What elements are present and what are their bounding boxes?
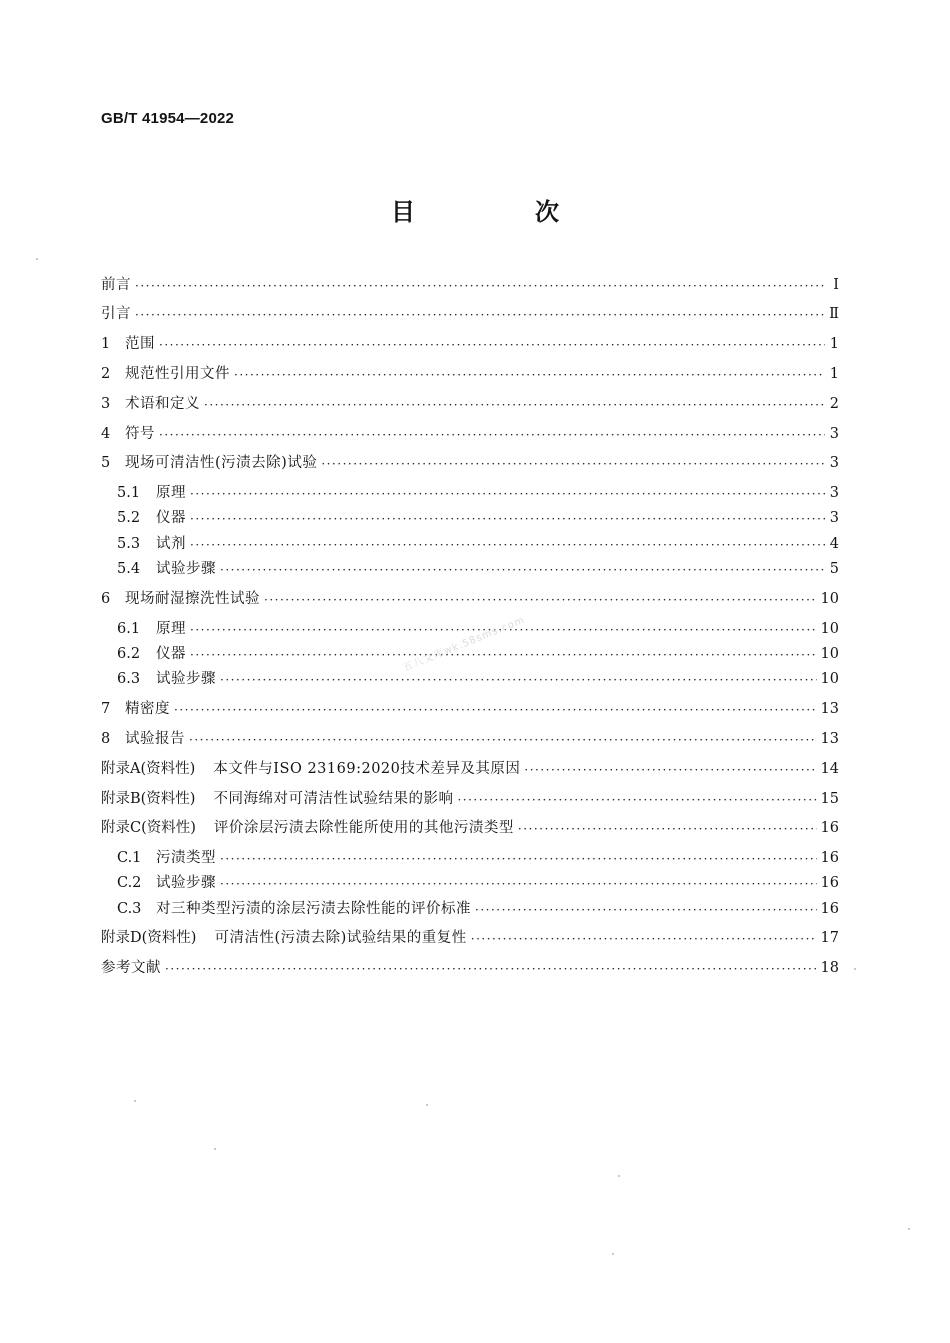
toc-entry-page: 10 <box>820 621 839 637</box>
toc-entry[interactable] <box>101 816 839 838</box>
toc-entry-label: 仪器 <box>156 510 186 526</box>
toc-entry[interactable] <box>117 557 839 579</box>
toc-entry[interactable] <box>101 727 839 749</box>
toc-entry-label: 术语和定义 <box>125 396 200 412</box>
toc-entry[interactable] <box>117 871 839 893</box>
toc-entry-number: C.3 <box>117 901 142 917</box>
toc-entry-label: 仪器 <box>156 646 186 662</box>
toc-entry-number: 8 <box>101 731 111 747</box>
toc-entry-page: 17 <box>820 930 839 946</box>
toc-dot-leader <box>475 901 817 919</box>
toc-dot-leader <box>135 277 825 295</box>
toc-entry[interactable] <box>101 451 839 473</box>
toc-dot-leader <box>264 591 817 609</box>
toc-dot-leader <box>135 306 825 324</box>
toc-dot-leader <box>321 455 825 473</box>
toc-entry-number: 2 <box>101 366 111 382</box>
toc-entry-number: 1 <box>101 336 111 352</box>
toc-entry[interactable] <box>117 897 839 919</box>
toc-entry-label: 试验步骤 <box>156 875 216 891</box>
toc-dot-leader <box>165 960 817 978</box>
toc-entry[interactable] <box>101 422 839 444</box>
toc-entry-page: 13 <box>820 701 839 717</box>
toc-entry-number: 5.2 <box>117 510 141 526</box>
scan-speck <box>134 1100 136 1102</box>
toc-entry-page: 5 <box>829 561 839 577</box>
toc-entry-page: 10 <box>820 646 839 662</box>
scan-speck <box>214 1148 216 1150</box>
toc-entry-page: 15 <box>820 791 839 807</box>
toc-entry-page: 16 <box>820 820 839 836</box>
scan-speck <box>36 258 38 260</box>
toc-entry-label: 试剂 <box>156 536 186 552</box>
toc-entry[interactable] <box>101 273 839 295</box>
toc-dot-leader <box>220 561 825 579</box>
toc-entry[interactable] <box>101 587 839 609</box>
toc-entry[interactable] <box>117 642 839 664</box>
toc-entry-label: 原理 <box>156 621 186 637</box>
toc-entry-number: 6.2 <box>117 646 141 662</box>
toc-dot-leader <box>234 366 825 384</box>
toc-entry-page: 18 <box>820 960 839 976</box>
toc-entry[interactable] <box>117 506 839 528</box>
toc-entry-label: 可清洁性(污渍去除)试验结果的重复性 <box>214 930 467 946</box>
toc-entry-number: 6 <box>101 591 111 607</box>
toc-entry-label: 参考文献 <box>101 960 161 976</box>
toc-dot-leader <box>524 761 816 779</box>
toc-entry-page: 3 <box>829 455 839 471</box>
scan-speck <box>612 1253 614 1255</box>
toc-entry[interactable] <box>101 787 839 809</box>
toc-entry-label: 引言 <box>101 306 131 322</box>
table-of-contents <box>101 0 839 1343</box>
scan-speck <box>618 1175 620 1177</box>
toc-dot-leader <box>190 536 825 554</box>
toc-entry-page: 3 <box>829 426 839 442</box>
scan-speck <box>426 1104 428 1106</box>
toc-entry-label: 现场可清洁性(污渍去除)试验 <box>125 455 318 471</box>
toc-entry-number: C.2 <box>117 875 142 891</box>
toc-entry-label: 现场耐湿擦洗性试验 <box>125 591 260 607</box>
toc-entry-label: 污渍类型 <box>156 850 216 866</box>
toc-dot-leader <box>159 426 825 444</box>
scan-speck <box>854 968 856 970</box>
toc-dot-leader <box>471 930 817 948</box>
toc-entry-label: 精密度 <box>125 701 170 717</box>
toc-entry-number: 附录C(资料性) <box>101 820 196 836</box>
toc-entry-number: 6.1 <box>117 621 141 637</box>
toc-entry-label: 对三种类型污渍的涂层污渍去除性能的评价标准 <box>156 901 471 917</box>
scan-speck <box>908 1228 910 1230</box>
toc-entry[interactable] <box>101 392 839 414</box>
toc-entry-label: 规范性引用文件 <box>125 366 230 382</box>
toc-entry[interactable] <box>101 697 839 719</box>
toc-dot-leader <box>174 701 817 719</box>
standard-number: GB/T 41954—2022 <box>101 110 235 127</box>
toc-entry[interactable] <box>101 332 839 354</box>
toc-dot-leader <box>159 336 825 354</box>
toc-dot-leader <box>457 791 816 809</box>
toc-dot-leader <box>190 510 825 528</box>
toc-entry[interactable] <box>101 757 839 779</box>
toc-entry-page: 14 <box>820 761 839 777</box>
toc-dot-leader <box>190 646 817 664</box>
toc-entry-page: 16 <box>820 850 839 866</box>
toc-entry-page: 4 <box>829 536 839 552</box>
toc-entry-label: 前言 <box>101 277 131 293</box>
toc-entry-number: 附录D(资料性) <box>101 930 197 946</box>
toc-title: 目 次 <box>391 198 607 226</box>
toc-dot-leader <box>518 820 817 838</box>
toc-entry-page: 3 <box>829 510 839 526</box>
toc-entry-number: 5.1 <box>117 485 141 501</box>
toc-entry-page: 13 <box>820 731 839 747</box>
toc-dot-leader <box>220 875 817 893</box>
toc-entry-page: 16 <box>820 901 839 917</box>
toc-entry-number: 3 <box>101 396 111 412</box>
toc-entry-label: 试验报告 <box>125 731 185 747</box>
toc-entry-page: 10 <box>820 591 839 607</box>
toc-entry-number: 7 <box>101 701 111 717</box>
toc-dot-leader <box>204 396 825 414</box>
toc-entry[interactable] <box>117 846 839 868</box>
toc-dot-leader <box>189 731 817 749</box>
toc-entry-label: 本文件与ISO 23169:2020技术差异及其原因 <box>213 761 521 777</box>
toc-entry-page: 16 <box>820 875 839 891</box>
toc-entry-number: C.1 <box>117 850 142 866</box>
toc-entry-label: 不同海绵对可清洁性试验结果的影响 <box>213 791 454 807</box>
toc-entry-page: 3 <box>829 485 839 501</box>
toc-entry-page: 2 <box>829 396 839 412</box>
toc-dot-leader <box>220 671 817 689</box>
toc-entry[interactable] <box>101 926 839 948</box>
toc-entry[interactable] <box>117 481 839 503</box>
toc-entry-page: Ⅰ <box>833 277 839 293</box>
toc-entry-label: 符号 <box>125 426 155 442</box>
toc-entry-label: 原理 <box>156 485 186 501</box>
toc-entry[interactable] <box>117 532 839 554</box>
toc-entry-number: 5 <box>101 455 111 471</box>
toc-entry-number: 5.3 <box>117 536 141 552</box>
toc-entry-number: 5.4 <box>117 561 141 577</box>
toc-entry-page: 1 <box>829 336 839 352</box>
toc-entry-label: 评价涂层污渍去除性能所使用的其他污渍类型 <box>213 820 514 836</box>
toc-entry[interactable] <box>101 302 839 324</box>
toc-entry-number: 附录A(资料性) <box>101 761 196 777</box>
toc-entry[interactable] <box>101 362 839 384</box>
toc-entry-page: Ⅱ <box>829 306 839 322</box>
toc-entry-label: 试验步骤 <box>156 561 216 577</box>
toc-entry-number: 附录B(资料性) <box>101 791 196 807</box>
toc-dot-leader <box>220 850 817 868</box>
toc-entry-page: 1 <box>829 366 839 382</box>
toc-entry[interactable] <box>101 956 839 978</box>
toc-entry-label: 试验步骤 <box>156 671 216 687</box>
toc-entry-number: 6.3 <box>117 671 141 687</box>
toc-entry-page: 10 <box>820 671 839 687</box>
toc-entry[interactable] <box>117 667 839 689</box>
toc-entry-number: 4 <box>101 426 111 442</box>
watermark: 五八文库wk.58sms.com <box>401 614 527 674</box>
toc-entry-label: 范围 <box>125 336 155 352</box>
toc-dot-leader <box>190 485 825 503</box>
